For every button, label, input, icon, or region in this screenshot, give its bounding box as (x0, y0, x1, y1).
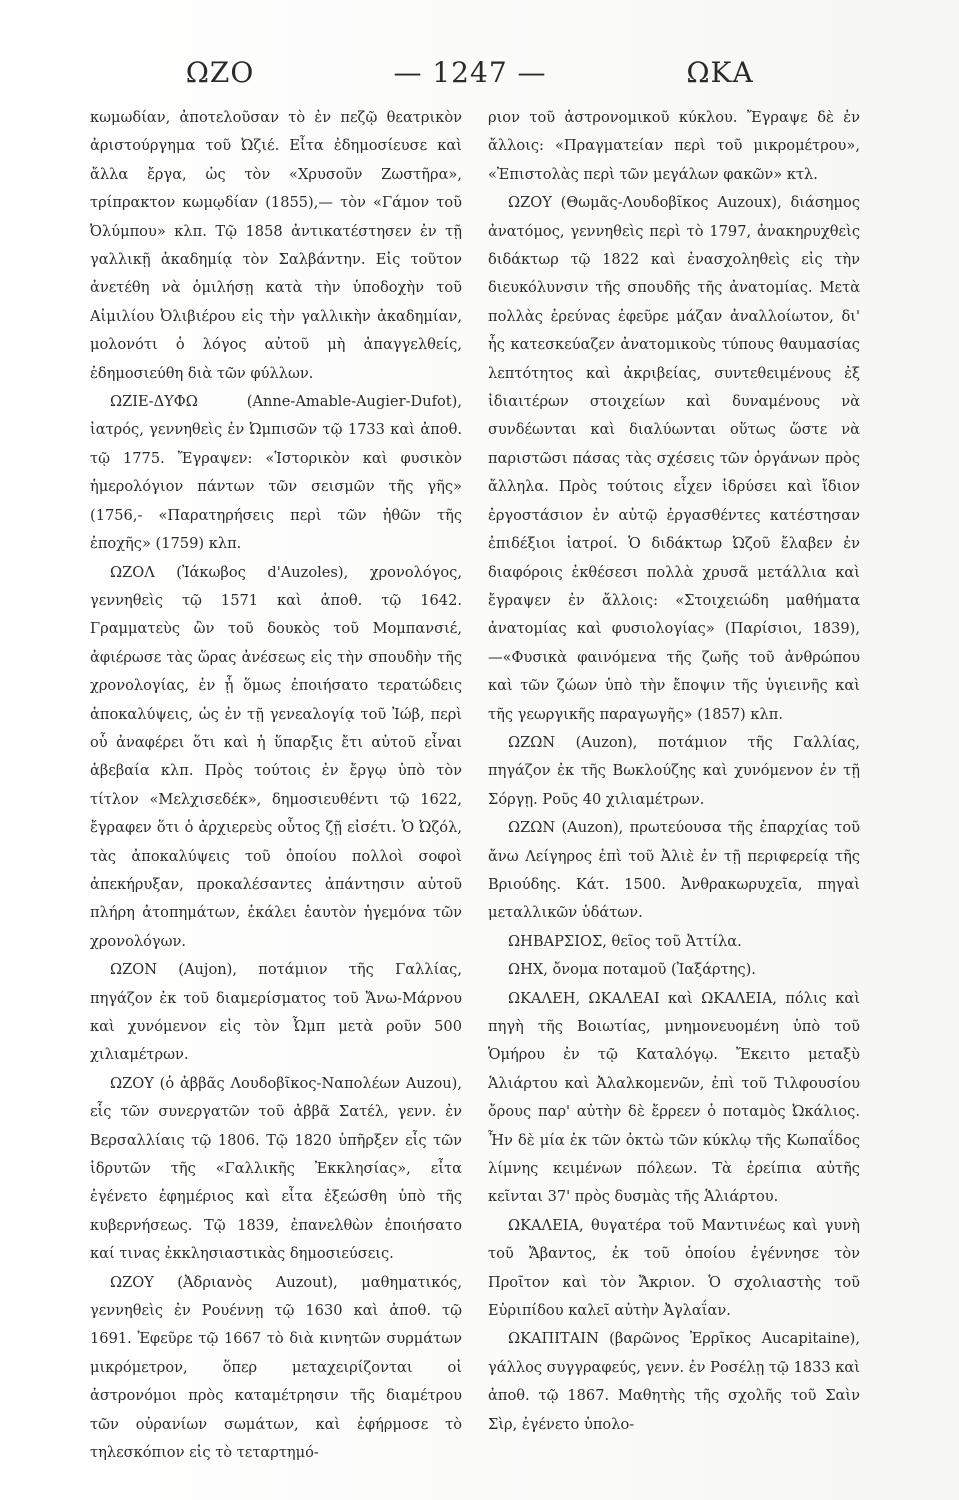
entry-ozou-abbas: ΩΖΟΥ (ὁ ἀββᾶς Λουδοβῖκος-Ναπολέων Auzou), εἷς τῶν συνεργατῶν τοῦ ἀββᾶ Σατέλ, γενν. ἐν Βερσαλλίαις τῷ 1806. Τῷ 1820 ὑπῆρξεν εἷς τῶν ἱδρυτῶν τῆς «Γαλλικῆς Ἐκκλησίας», εἶτα ἐγένετο ἐφημέριος καὶ εἶτα ἐξεώσθη ὑπὸ τῆς κυβερνήσεως. Τῷ 1839, ἐπανελθὼν ἐποιήσατο καί τινας ἐκκλησιαστικὰς δημοσιεύσεις. (90, 1074, 462, 1263)
header-right-guideword: ΩΚΑ (686, 55, 754, 89)
entry-continuation: ριον τοῦ ἀστρονομικοῦ κύκλου. Ἔγραψε δὲ ἐν ἄλλοις: «Πραγματείαν περὶ τοῦ μικρομέτρου», «Ἐπιστολὰς περὶ τῶν μεγάλων φακῶν» κτλ. (488, 109, 860, 183)
entry-ozol: ΩΖΟΛ (Ἰάκωβος d'Auzoles), χρονολόγος, γεννηθεὶς τῷ 1571 καὶ ἀποθ. τῷ 1642. Γραμματεὺς ὢν τοῦ δουκὸς τοῦ Μομπανσιέ, ἀφιέρωσε τὰς ὥρας ἀνέσεως εἰς τὴν σπουδὴν τῆς χρονολογίας, ἐν ᾗ ὅμως ἐποιήσατο τερατώδεις ἀποκαλύψεις, ὡς ἐν τῇ γενεαλογίᾳ τοῦ Ἰώβ, περὶ οὗ ἀναφέρει ὅτι καὶ ἡ ὕπαρξις ἔτι αὐτοῦ εἶναι ἀβεβαία κλπ. Πρὸς τούτοις ἐν ἔργῳ ὑπὸ τὸν τίτλον «Μελχισεδέκ», δημοσιευθέντι τῷ 1622, ἔγραφεν ὅτι ὁ ἀρχιερεὺς οὗτος ζῇ εἰσέτι. Ὁ Ὠζόλ, τὰς ἀποκαλύψεις τοῦ ὁποίου πολλοὶ σοφοὶ ἀπεκήρυξαν, προκαλέσαντες ἀπάντησιν αὐτοῦ πλήρη ἀτοπημάτων, ἐκάλει ἑαυτὸν ἡγεμόνα τῶν χρονολόγων. (90, 563, 462, 950)
entry-ozon-river: ΩΖΩΝ (Auzon), ποτάμιον τῆς Γαλλίας, πηγάζον ἐκ τῆς Βωκλούζης καὶ χυνόμενον ἐν τῇ Σόργῃ. Ροῦς 40 χιλιαμέτρων. (488, 733, 860, 808)
right-column (488, 104, 860, 1494)
header-left-guideword: ΩΖΟ (185, 55, 255, 89)
entry-ozon-aujon: ΩΖΟΝ (Aujon), ποτάμιον τῆς Γαλλίας, πηγάζον ἐκ τοῦ διαμερίσματος τοῦ Ἄνω-Μάρνου καὶ χυνόμενον εἰς τὸν Ὦμπ μετὰ ροῦν 500 χιλιαμέτρων. (90, 961, 462, 1064)
page-header (100, 50, 840, 94)
entry-okapitain: ΩΚΑΠΙΤΑΙΝ (βαρῶνος Ἐρρῖκος Aucapitaine), γάλλος συγγραφεύς, γενν. ἐν Ροσέλῃ τῷ 1833 καὶ ἀποθ. τῷ 1867. Μαθητὴς τῆς σχολῆς τοῦ Σαὶν Σὶρ, ἐγένετο ὑπολο- (488, 1330, 860, 1433)
left-column (90, 104, 462, 1494)
entry-continuation: κωμωδίαν, ἀποτελοῦσαν τὸ ἐν πεζῷ θεατρικὸν ἀριστούργημα τοῦ Ὠζιέ. Εἶτα ἐδημοσίευσε καὶ ἄλλα ἔργα, ὡς τὸν «Χρυσοῦν Ζωστῆρα», τρίπρακτον κωμῳδίαν (1855),— τὸν «Γάμον τοῦ Ὀλύμπου» κλπ. Τῷ 1858 ἀντικατέστησεν ἐν τῇ γαλλικῇ ἀκαδημίᾳ τὸν Σαλβάντην. Εἰς τοῦτον ἀνετέθη νὰ ὁμιλήσῃ κατὰ τὴν ὑποδοχὴν τοῦ Αἰμιλίου Ὀλιβιέρου εἰς τὴν γαλλικὴν ἀκαδημίαν, μολονότι ὁ λόγος αὐτοῦ μὴ ἀπαγγελθείς, ἐδημοσιεύθη διὰ τῶν φύλλων. (90, 109, 462, 382)
entry-ozon-town: ΩΖΩΝ (Auzon), πρωτεύουσα τῆς ἐπαρχίας τοῦ ἄνω Λείγηρος ἐπὶ τοῦ Ἀλιὲ ἐν τῇ περιφερείᾳ τῆς Βριούδης. Κάτ. 1500. Ἀνθρακωρυχεῖα, πηγαὶ μεταλλικῶν ὑδάτων. (488, 819, 860, 922)
entry-ozie-dyfo: ΩΖΙΕ-ΔΥΦΩ (Anne-Amable-Augier-Dufot), ἰατρός, γεννηθεὶς ἐν Ὠμπισῶν τῷ 1733 καὶ ἀποθ. τῷ 1775. Ἔγραψεν: «Ἱστορικὸν καὶ φυσικὸν ἡμερολόγιον πάντων τῶν σεισμῶν τῆς γῆς» (1756,- «Παρατηρήσεις περὶ τῶν ἠθῶν τῆς ἐποχῆς» (1759) κλπ. (90, 393, 462, 553)
entry-ozou-thomas: ΩΖΟΥ (Θωμᾶς-Λουδοβῖκος Auzoux), διάσημος ἀνατόμος, γεννηθεὶς περὶ τὸ 1797, ἀνακηρυχθεὶς διδάκτωρ τῷ 1822 καὶ ἐνασχοληθεὶς εἰς τὴν διευκόλυνσιν τῆς σπουδῆς τῆς ἀνατομίας. Μετὰ πολλὰς ἐρεύνας ἐφεῦρε μάζαν ἀναλλοίωτον, δι' ἧς κατεσκεύαζεν ἀνατομικοὺς τύπους θαυμασίας λεπτότητος καὶ ἀκριβείας, συντεθειμένους ἐξ ἰδιαιτέρων στοιχείων καὶ δυναμένους νὰ συνδέωνται καὶ διαλύωνται οὕτως ὥστε νὰ παριστῶσι πάσας τὰς σχέσεις τῶν ὀργάνων πρὸς ἄλληλα. Πρὸς τούτοις εἶχεν ἱδρύσει καὶ ἴδιον ἐργοστάσιον ἐν αὐτῷ ἐργασθέντες κατέστησαν ἐπιδέξιοι ἰατροί. Ὁ διδάκτωρ Ὠζοῦ ἔλαβεν ἐν διαφόροις ἐκθέσεσι πολλὰ χρυσᾶ μετάλλια καὶ ἔγραψεν ἐν ἄλλοις: «Στοιχειώδη μαθήματα ἀνατομίας καὶ φυσιολογίας» (Παρίσιοι, 1839), —«Φυσικὰ φαινόμενα τῆς ζωῆς τοῦ ἀνθρώπου καὶ τῶν ζώων ὑπὸ τὴν ἔποψιν τῆς ὑγιεινῆς καὶ τῆς γεωργικῆς παραγωγῆς» (1857) κλπ. (488, 194, 860, 723)
entry-ozou-adrianos: ΩΖΟΥ (Ἀδριανὸς Auzout), μαθηματικός, γεννηθεὶς ἐν Ρουέννῃ τῷ 1630 καὶ ἀποθ. τῷ 1691. Ἐφεῦρε τῷ 1667 τὸ διὰ κινητῶν συρμάτων μικρόμετρον, ὅπερ μεταχειρίζονται οἱ ἀστρονόμοι πρὸς καταμέτρησιν τῆς διαμέτρου τῶν οὐρανίων σωμάτων, καὶ ἐφήρμοσε τὸ τηλεσκόπιον εἰς τὸ τεταρτημό- (90, 1273, 462, 1462)
text-columns (90, 104, 860, 1494)
entry-okalei: ΩΚΑΛΕΗ, ΩΚΑΛΕΑΙ καὶ ΩΚΑΛΕΙΑ, πόλις καὶ πηγὴ τῆς Βοιωτίας, μνημονευομένη ὑπὸ τοῦ Ὁμήρου ἐν τῷ Καταλόγῳ. Ἔκειτο μεταξὺ Ἁλιάρτου καὶ Ἀλαλκομενῶν, ἐπὶ τοῦ Τιλφουσίου ὄρους παρ' αὐτὴν δὲ ἔρρεεν ὁ ποταμὸς Ὠκάλιος. Ἦν δὲ μία ἐκ τῶν ὀκτὼ τῶν κύκλῳ τῆς Κωπαΐδος λίμνης κειμένων πόλεων. Τὰ ἐρείπια αὐτῆς κεῖνται 37' πρὸς δυσμὰς τῆς Ἁλιάρτου. (488, 989, 860, 1206)
entry-oich: ΩΗΧ, ὄνομα ποταμοῦ (Ἰαξάρτης). (508, 961, 756, 979)
entry-okaleia: ΩΚΑΛΕΙΑ, θυγατέρα τοῦ Μαντινέως καὶ γυνὴ τοῦ Ἄβαντος, ἐκ τοῦ ὁποίου ἐγέννησε τὸν Προῖτον καὶ τὸν Ἄκριον. Ὁ σχολιαστὴς τοῦ Εὐριπίδου καλεῖ αὐτὴν Ἀγλαΐαν. (488, 1216, 860, 1320)
entry-oivarsios: ΩΗΒΑΡΣΙΟΣ, θεῖος τοῦ Ἀττίλα. (508, 932, 742, 950)
page-number: — 1247 — (393, 55, 547, 89)
